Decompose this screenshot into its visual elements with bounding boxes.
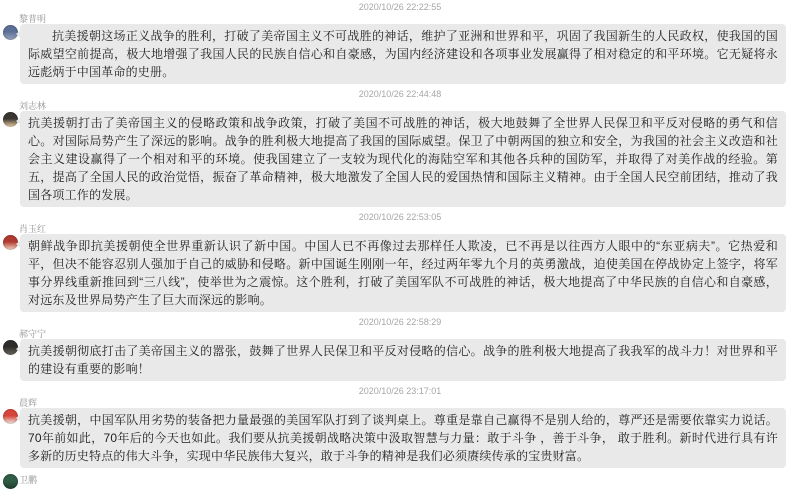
comment-username: 肖玉红	[19, 224, 47, 234]
comment-username: 刘志林	[19, 101, 47, 111]
comment-timestamp: 2020/10/26 22:53:05	[358, 212, 442, 222]
comment-timestamp: 2020/10/26 22:44:48	[358, 89, 442, 99]
comment-bubble: 朝鲜战争即抗美援朝使全世界重新认识了新中国。中国人已不再像过去那样任人欺凌，已不再是以往西方人眼中的“东亚病夫”。它热爱和平，但决不能容忍别人强加于自己的威胁和侵略。新中国诞生刚刚一年，经过两年零九个月的英勇激战，迫使美国在停战协定上签字，将军事分界线重新推回到“三八线”，使举世为之震惊。这个胜利，打破了美国军队不可战胜的神话，极大地提高了中华民族的自信心和自豪感，对远东及世界局势产生了巨大而深远的影响。	[20, 234, 786, 312]
user-avatar[interactable]	[3, 474, 18, 489]
comment-item	[0, 315, 800, 384]
comment-username: 晨辉	[19, 398, 38, 408]
comment-username: 黎普明	[19, 14, 47, 24]
comment-timestamp: 2020/10/26 22:22:55	[358, 2, 442, 12]
comment-item	[0, 471, 800, 485]
comment-bubble: 抗美援朝打击了美帝国主义的侵略政策和战争政策，打破了美国不可战胜的神话，极大地鼓舞了全世界人民保卫和平反对侵略的勇气和信心。对国际局势产生了深远的影响。战争的胜利极大地提高了我国的国际威望。保卫了中朝两国的独立和安全，为我国的社会主义改造和社会主义建设赢得了一个相对和平的环境。使我国建立了一支较为现代化的海陆空军和其他各兵种的国防军，并取得了对美作战的经验。第五，提高了全国人民的政治觉悟，振奋了革命精神，极大地激发了全国人民的爱国热情和国际主义精神。由于全国人民空前团结，推动了我国各项工作的发展。	[20, 111, 786, 207]
comment-item	[0, 384, 800, 471]
comment-username: 卫鹏	[19, 475, 38, 485]
comment-username: 郝守宁	[19, 329, 47, 339]
comment-bubble: 抗美援朝，中国军队用劣势的装备把力量最强的美国军队打到了谈判桌上。尊重是靠自己赢得不是别人给的，尊严还是需要依靠实力说话。70年前如此，70年后的今天也如此。我们要从抗美援朝战略决策中汲取智慧与力量：敢于斗争 ，善于斗争， 敢于胜利。新时代进行具有许多新的历史特点的伟大斗争，实现中华民族伟大复兴，敢于斗争的精神是我们必须赓续传承的宝贵财富。	[20, 408, 786, 468]
comment-item	[0, 0, 800, 87]
comment-timestamp: 2020/10/26 23:17:01	[358, 386, 442, 396]
comment-item	[0, 87, 800, 210]
comment-bubble: 抗美援朝这场正义战争的胜利，打破了美帝国主义不可战胜的神话，维护了亚洲和世界和平，巩固了我国新生的人民政权，使我国的国际威望空前提高，极大地增强了我国人民的民族自信心和自豪感，为国内经济建设和各项事业发展赢得了相对稳定的和平环境。它无疑将永远彪炳于中国革命的史册。	[20, 24, 786, 84]
comment-item	[0, 210, 800, 315]
comment-bubble: 抗美援朝彻底打击了美帝国主义的嚣张，鼓舞了世界人民保卫和平反对侵略的信心。战争的胜利极大地提高了我我军的战斗力！对世界和平的建设有重要的影响！	[20, 339, 786, 381]
comment-timestamp: 2020/10/26 22:58:29	[358, 317, 442, 327]
